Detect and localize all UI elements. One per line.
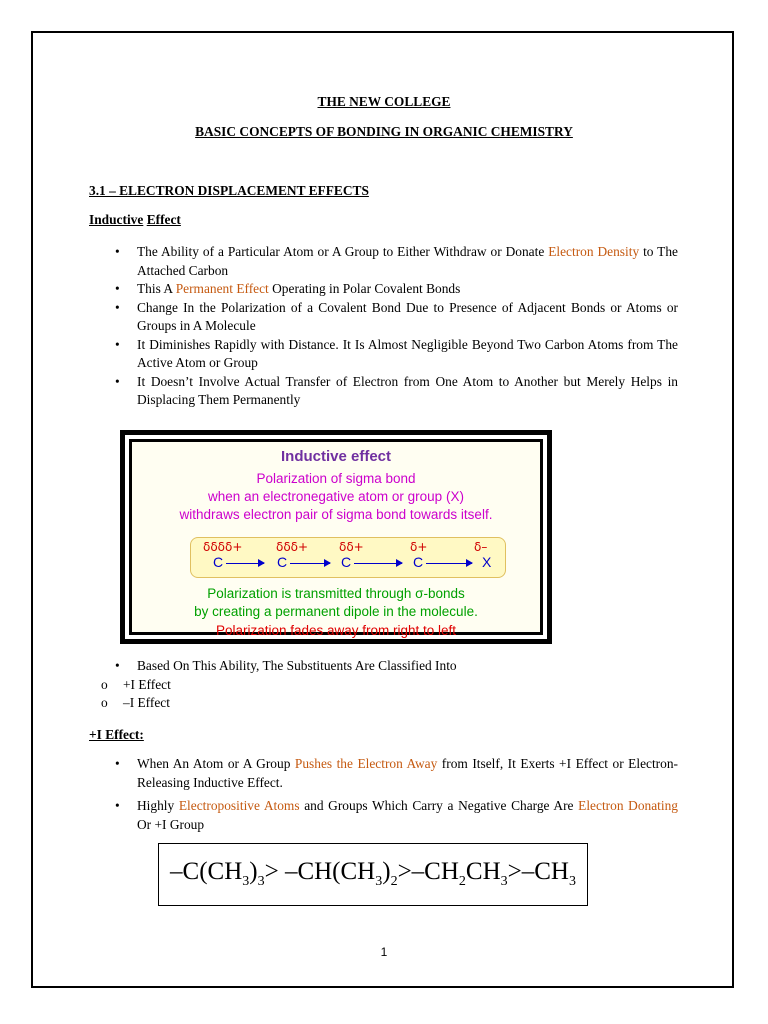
bullet-icon: • <box>115 373 120 389</box>
figure-inner-frame <box>129 439 543 638</box>
atom-label: C <box>413 554 424 570</box>
subject-title: BASIC CONCEPTS OF BONDING IN ORGANIC CHEMISTRY <box>195 124 573 139</box>
bullet-icon: • <box>115 756 120 771</box>
bullet-icon: • <box>115 244 120 259</box>
figure-line-5: by creating a permanent dipole in the molecule. <box>194 604 478 619</box>
classification-list <box>101 657 678 713</box>
bullet-icon: • <box>115 299 120 315</box>
figure-title: Inductive effect <box>280 448 392 465</box>
figure-line-1: Polarization of sigma bond <box>256 471 416 486</box>
plus-i-points-list <box>115 755 678 834</box>
atom-label: C <box>341 554 352 570</box>
bullet-icon: • <box>115 658 120 673</box>
atom-label: X <box>482 554 492 570</box>
list-item: • Based On This Ability, The Substituents Are Classified Into <box>115 657 678 676</box>
bullet-icon: • <box>115 336 120 352</box>
list-item: • The Ability of a Particular Atom or A Group to Either Withdraw or Donate Electron Density to The Attached Carbon <box>115 244 679 278</box>
page-number: 1 <box>380 945 388 959</box>
bullet-icon: • <box>115 281 120 296</box>
list-item: • This A Permanent Effect Operating in Polar Covalent Bonds <box>115 280 678 299</box>
inductive-order-formula: $-C(CH_3)_3> -CH(CH_3)_2>-CH_2CH_3>-CH_3$ <box>170 858 576 889</box>
section-subtitle <box>89 211 181 229</box>
circle-bullet-icon: o <box>101 676 108 692</box>
atom-label: C <box>277 554 288 570</box>
partial-charge-label: δ+ <box>410 540 428 554</box>
list-item: • It Diminishes Rapidly with Distance. It Is Almost Negligible Beyond Two Carbon Atoms from The Active Atom or Group <box>115 336 678 370</box>
partial-charge-label: δδδ+ <box>276 540 309 554</box>
atom-label: C <box>213 554 224 570</box>
inductive-points-list <box>115 243 678 410</box>
arrow-right-icon <box>226 563 264 564</box>
figure-line-3: withdraws electron pair of sigma bond towards itself. <box>179 507 493 522</box>
circle-bullet-icon: o <box>101 695 108 710</box>
subtitle-part-b: Effect <box>146 212 181 227</box>
list-item: • Highly Electropositive Atoms and Groups Which Carry a Negative Charge Are Electron Donating Or +I Group <box>115 798 678 832</box>
bullet-icon: • <box>115 798 120 813</box>
arrow-right-icon <box>354 563 402 564</box>
partial-charge-label: δ– <box>474 540 488 554</box>
figure-line-6: Polarization fades away from right to left <box>215 623 457 638</box>
arrow-right-icon <box>290 563 330 564</box>
partial-charge-label: δδδδ+ <box>203 540 243 554</box>
list-item: o –I Effect <box>101 694 664 713</box>
plus-i-heading: +I Effect: <box>89 727 144 742</box>
subtitle-part-a: Inductive <box>89 212 144 227</box>
list-item: • It Doesn’t Involve Actual Transfer of Electron from One Atom to Another but Merely Helps in Displacing Them Permanently <box>115 373 678 407</box>
list-item: o +I Effect <box>101 676 664 695</box>
college-title: THE NEW COLLEGE <box>317 94 451 109</box>
arrow-right-icon <box>426 563 472 564</box>
polarization-chain <box>190 537 506 578</box>
list-item: • Change In the Polarization of a Covalent Bond Due to Presence of Adjacent Bonds or Atoms or Groups in A Molecule <box>115 299 678 333</box>
inductive-effect-figure <box>120 430 552 644</box>
section-title: 3.1 – ELECTRON DISPLACEMENT EFFECTS <box>89 183 369 198</box>
inductive-order-formula-box <box>158 843 588 906</box>
figure-line-2: when an electronegative atom or group (X) <box>208 489 464 504</box>
list-item: • When An Atom or A Group Pushes the Electron Away from Itself, It Exerts +I Effect or Electron-Releasing Inductive Effect. <box>115 756 678 790</box>
figure-line-4: Polarization is transmitted through σ-bonds <box>207 586 465 601</box>
partial-charge-label: δδ+ <box>339 540 364 554</box>
